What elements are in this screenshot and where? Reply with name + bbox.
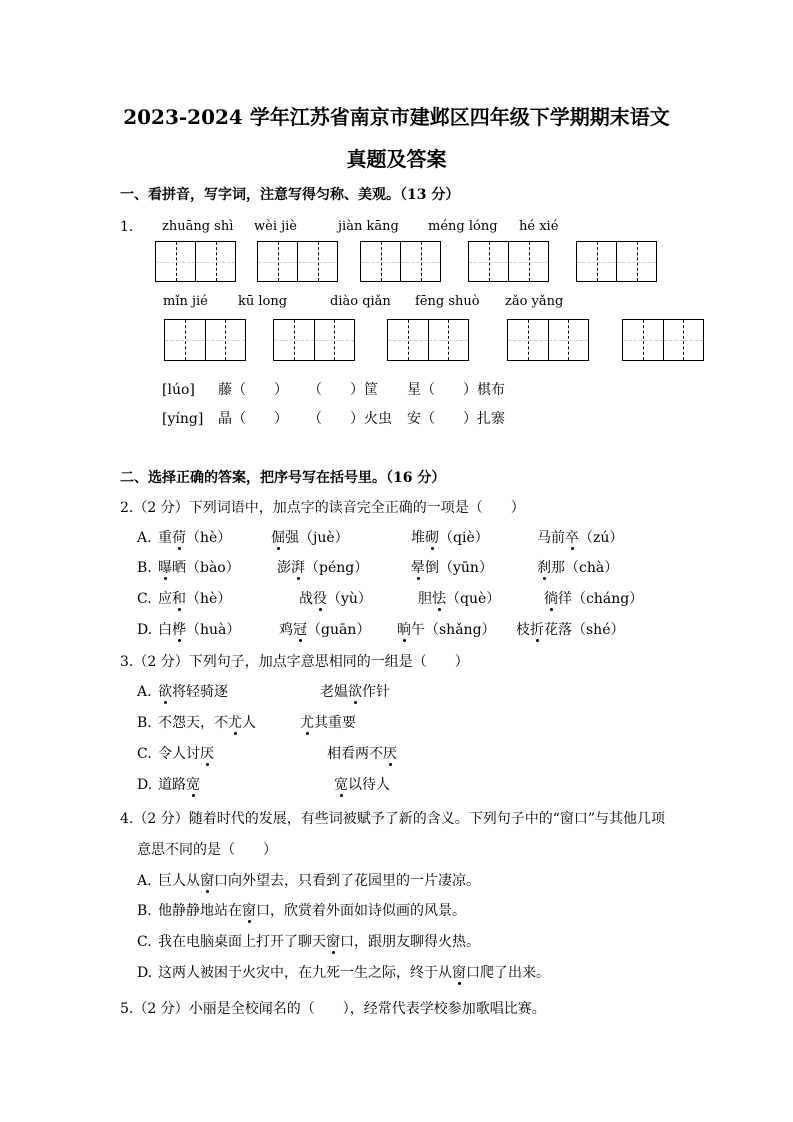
writing-box-pair — [576, 241, 657, 282]
dotted-char: 冠 — [293, 622, 307, 638]
q2-a-item-1 — [158, 528, 231, 548]
writing-cell — [577, 242, 616, 281]
dotted-char: 荷 — [172, 530, 186, 546]
plain-text: 作针 — [362, 684, 390, 700]
writing-cell — [623, 320, 663, 360]
q2-c-item-3 — [418, 589, 500, 609]
row2-pinyin-5: zǎo yǎng — [505, 294, 564, 309]
dotted-char: 倔 — [271, 530, 285, 546]
document-title-line-2: 真题及答案 — [346, 147, 447, 171]
plain-text: 不怨天，不 — [158, 715, 228, 731]
dotted-char: 卒 — [565, 530, 579, 546]
dotted-char: 宽 — [186, 777, 200, 793]
homophone-luo-item-1: 藤（ ） — [218, 382, 288, 398]
plain-text: 枝 — [516, 622, 530, 638]
q4-option-c-label: C. — [137, 934, 152, 950]
plain-text: 倒 — [425, 560, 439, 576]
dotted-char: 刹 — [537, 560, 551, 576]
dotted-char: 宽 — [334, 777, 348, 793]
writing-cell — [258, 242, 297, 281]
q2-d-item-1 — [158, 620, 240, 640]
q2-b-item-2 — [277, 558, 368, 578]
homophone-pinyin-ying: [yíng] — [162, 411, 204, 427]
plain-text: 花落 — [544, 622, 572, 638]
plain-text: 以待人 — [348, 777, 390, 793]
q2-option-d-label: D. — [137, 622, 153, 638]
reading-pinyin: （qiè） — [439, 530, 489, 546]
plain-text: 人 — [242, 715, 256, 731]
plain-text: 鸡 — [279, 622, 293, 638]
dotted-char: 徜 — [544, 591, 558, 607]
reading-pinyin: （shǎng） — [425, 622, 496, 638]
q2-b-item-1 — [158, 558, 240, 578]
writing-cell — [297, 242, 337, 281]
writing-box-pair — [273, 319, 355, 361]
writing-cell — [616, 242, 656, 281]
dotted-char: 晕 — [411, 560, 425, 576]
reading-pinyin: （bào） — [186, 560, 240, 576]
reading-pinyin: （chà） — [565, 560, 619, 576]
writing-box-pair — [468, 241, 549, 282]
writing-cell — [361, 242, 400, 281]
q2-b-item-3 — [411, 558, 493, 578]
reading-pinyin: （què） — [446, 591, 501, 607]
dotted-char: 怯 — [432, 591, 446, 607]
plain-text: 令人讨 — [158, 746, 200, 762]
dotted-char: 欲 — [348, 684, 362, 700]
q2-option-b-label: B. — [137, 560, 152, 576]
q3-option-a-label: A. — [137, 684, 152, 700]
q4-option-d-label: D. — [137, 965, 153, 981]
q3-c-sentence-1 — [158, 744, 214, 764]
writing-cell — [508, 320, 548, 360]
plain-text: 强 — [285, 530, 299, 546]
q2-b-item-4 — [537, 558, 618, 578]
q3-a-sentence-2 — [320, 682, 390, 702]
homophone-ying-item-3: 安（ ）扎寨 — [407, 411, 505, 427]
dotted-char: 和 — [172, 591, 186, 607]
document-title-line-1: 2023-2024 学年江苏省南京市建邺区四年级下学期期末语文 — [123, 105, 670, 129]
reading-pinyin: （péng） — [305, 560, 369, 576]
q3-b-sentence-1 — [158, 713, 256, 733]
q2-stem: 2.（2 分）下列词语中，加点字的读音完全正确的一项是（ ） — [120, 500, 525, 516]
reading-pinyin: （guān） — [307, 622, 371, 638]
q3-option-c-label: C. — [137, 746, 152, 762]
row1-pinyin-1: zhuāng shì — [162, 219, 234, 234]
dotted-char: 尤 — [300, 715, 314, 731]
q3-stem: 3.（2 分）下列句子，加点字意思相同的一组是（ ） — [120, 654, 469, 670]
plain-text: 口向外望去，只看到了花园里的一片凄凉。 — [214, 873, 480, 889]
plain-text: 白 — [158, 622, 172, 638]
q4-option-b-label: B. — [137, 903, 152, 919]
plain-text: 重 — [158, 530, 172, 546]
dotted-char: 厌 — [200, 746, 214, 762]
dotted-char: 欲 — [158, 684, 172, 700]
q4-stem-line-1: 4.（2 分）随着时代的发展，有些词被赋予了新的含义。下列句子中的“窗口”与其他几项 — [120, 811, 666, 827]
q2-a-item-4 — [537, 528, 623, 548]
plain-text: 马前 — [537, 530, 565, 546]
row1-pinyin-2: wèi jiè — [254, 219, 297, 234]
dotted-char: 尤 — [228, 715, 242, 731]
q4-stem-line-2: 意思不同的是（ ） — [137, 842, 277, 858]
section2-heading: 二、选择正确的答案，把序号写在括号里。（16 分） — [120, 470, 446, 486]
homophone-luo-item-3: 星（ ）棋布 — [407, 382, 505, 398]
plain-text: 午 — [411, 622, 425, 638]
q3-option-d-label: D. — [137, 777, 153, 793]
writing-box-pair — [507, 319, 589, 361]
writing-cell — [469, 242, 508, 281]
q3-c-sentence-2 — [327, 744, 397, 764]
dotted-char: 窗 — [326, 934, 340, 950]
reading-pinyin: （hè） — [186, 530, 232, 546]
q4-a-sentence — [158, 871, 480, 891]
plain-text: 晒 — [172, 560, 186, 576]
plain-text: 徉 — [558, 591, 572, 607]
dotted-char: 晌 — [397, 622, 411, 638]
plain-text: 将轻骑逐 — [172, 684, 228, 700]
q2-d-item-2 — [279, 620, 370, 640]
q2-a-item-3 — [411, 528, 489, 548]
reading-pinyin: （hè） — [186, 591, 232, 607]
reading-pinyin: （yù） — [327, 591, 372, 607]
writing-box-pair — [360, 241, 441, 282]
dotted-char: 砌 — [425, 530, 439, 546]
plain-text: 其重要 — [314, 715, 356, 731]
reading-pinyin: （juè） — [299, 530, 349, 546]
plain-text: 老媪 — [320, 684, 348, 700]
plain-text: 口爬了出来。 — [466, 965, 550, 981]
q2-option-c-label: C. — [137, 591, 152, 607]
reading-pinyin: （cháng） — [572, 591, 644, 607]
plain-text: 我在电脑桌面上打开了聊天 — [158, 934, 326, 950]
plain-text: 应 — [158, 591, 172, 607]
reading-pinyin: （yūn） — [439, 560, 493, 576]
writing-cell — [548, 320, 589, 360]
plain-text: 口，跟朋友聊得火热。 — [340, 934, 480, 950]
writing-box-pair — [387, 319, 469, 361]
row2-pinyin-4: fēng shuò — [415, 294, 480, 309]
writing-cell — [205, 320, 246, 360]
dotted-char: 窗 — [452, 965, 466, 981]
q1-number: 1. — [120, 219, 134, 235]
section1-heading: 一、看拼音，写字词，注意写得匀称、美观。（13 分） — [120, 187, 460, 203]
writing-cell — [156, 242, 195, 281]
writing-cell — [195, 242, 235, 281]
q4-c-sentence — [158, 932, 480, 952]
plain-text: 堆 — [411, 530, 425, 546]
row1-pinyin-4: méng lóng — [428, 219, 498, 234]
dotted-char: 厌 — [383, 746, 397, 762]
plain-text: 澎 — [277, 560, 291, 576]
homophone-luo-item-2: （ ）筐 — [308, 382, 378, 398]
homophone-ying-item-1: 晶（ ） — [218, 411, 288, 427]
q3-b-sentence-2 — [300, 713, 356, 733]
dotted-char: 窗 — [242, 903, 256, 919]
writing-box-pair — [622, 319, 704, 361]
homophone-ying-item-2: （ ）火虫 — [308, 411, 392, 427]
q2-c-item-4 — [544, 589, 643, 609]
writing-cell — [388, 320, 428, 360]
plain-text: 战 — [299, 591, 313, 607]
writing-cell — [165, 320, 205, 360]
writing-box-pair — [155, 241, 236, 282]
dotted-char: 窗 — [200, 873, 214, 889]
homophone-pinyin-luo: [lúo] — [162, 382, 195, 398]
plain-text: 那 — [551, 560, 565, 576]
row1-pinyin-5: hé xié — [519, 219, 559, 234]
writing-box-pair — [164, 319, 246, 361]
q3-d-sentence-1 — [158, 775, 200, 795]
dotted-char: 役 — [313, 591, 327, 607]
plain-text: 他静静地站在 — [158, 903, 242, 919]
q2-c-item-1 — [158, 589, 231, 609]
q2-d-item-4 — [516, 620, 625, 640]
q2-a-item-2 — [271, 528, 349, 548]
plain-text: 道路 — [158, 777, 186, 793]
q2-c-item-2 — [299, 589, 372, 609]
writing-cell — [274, 320, 314, 360]
plain-text: 相看两不 — [327, 746, 383, 762]
writing-cell — [400, 242, 440, 281]
dotted-char: 曝 — [158, 560, 172, 576]
reading-pinyin: （huà） — [186, 622, 241, 638]
reading-pinyin: （zú） — [579, 530, 624, 546]
row2-pinyin-2: kū long — [238, 294, 288, 309]
writing-cell — [314, 320, 355, 360]
dotted-char: 折 — [530, 622, 544, 638]
writing-cell — [428, 320, 469, 360]
row1-pinyin-3: jiàn kāng — [338, 219, 399, 234]
q4-b-sentence — [158, 901, 466, 921]
dotted-char: 桦 — [172, 622, 186, 638]
plain-text: 巨人从 — [158, 873, 200, 889]
q4-d-sentence — [158, 963, 550, 983]
reading-pinyin: （shé） — [572, 622, 625, 638]
q2-d-item-3 — [397, 620, 496, 640]
row2-pinyin-1: mǐn jié — [163, 294, 208, 309]
q5-stem: 5.（2 分）小丽是全校闻名的（ ），经常代表学校参加歌唱比赛。 — [120, 1001, 546, 1017]
q3-a-sentence-1 — [158, 682, 228, 702]
q2-option-a-label: A. — [137, 530, 152, 546]
plain-text: 这两人被困于火灾中，在九死一生之际，终于从 — [158, 965, 452, 981]
writing-cell — [508, 242, 548, 281]
plain-text: 胆 — [418, 591, 432, 607]
writing-box-pair — [257, 241, 338, 282]
q3-d-sentence-2 — [334, 775, 390, 795]
q3-option-b-label: B. — [137, 715, 152, 731]
plain-text: 口，欣赏着外面如诗似画的风景。 — [256, 903, 466, 919]
writing-cell — [663, 320, 704, 360]
q4-option-a-label: A. — [137, 873, 152, 889]
row2-pinyin-3: diào qiǎn — [330, 294, 391, 309]
dotted-char: 湃 — [291, 560, 305, 576]
